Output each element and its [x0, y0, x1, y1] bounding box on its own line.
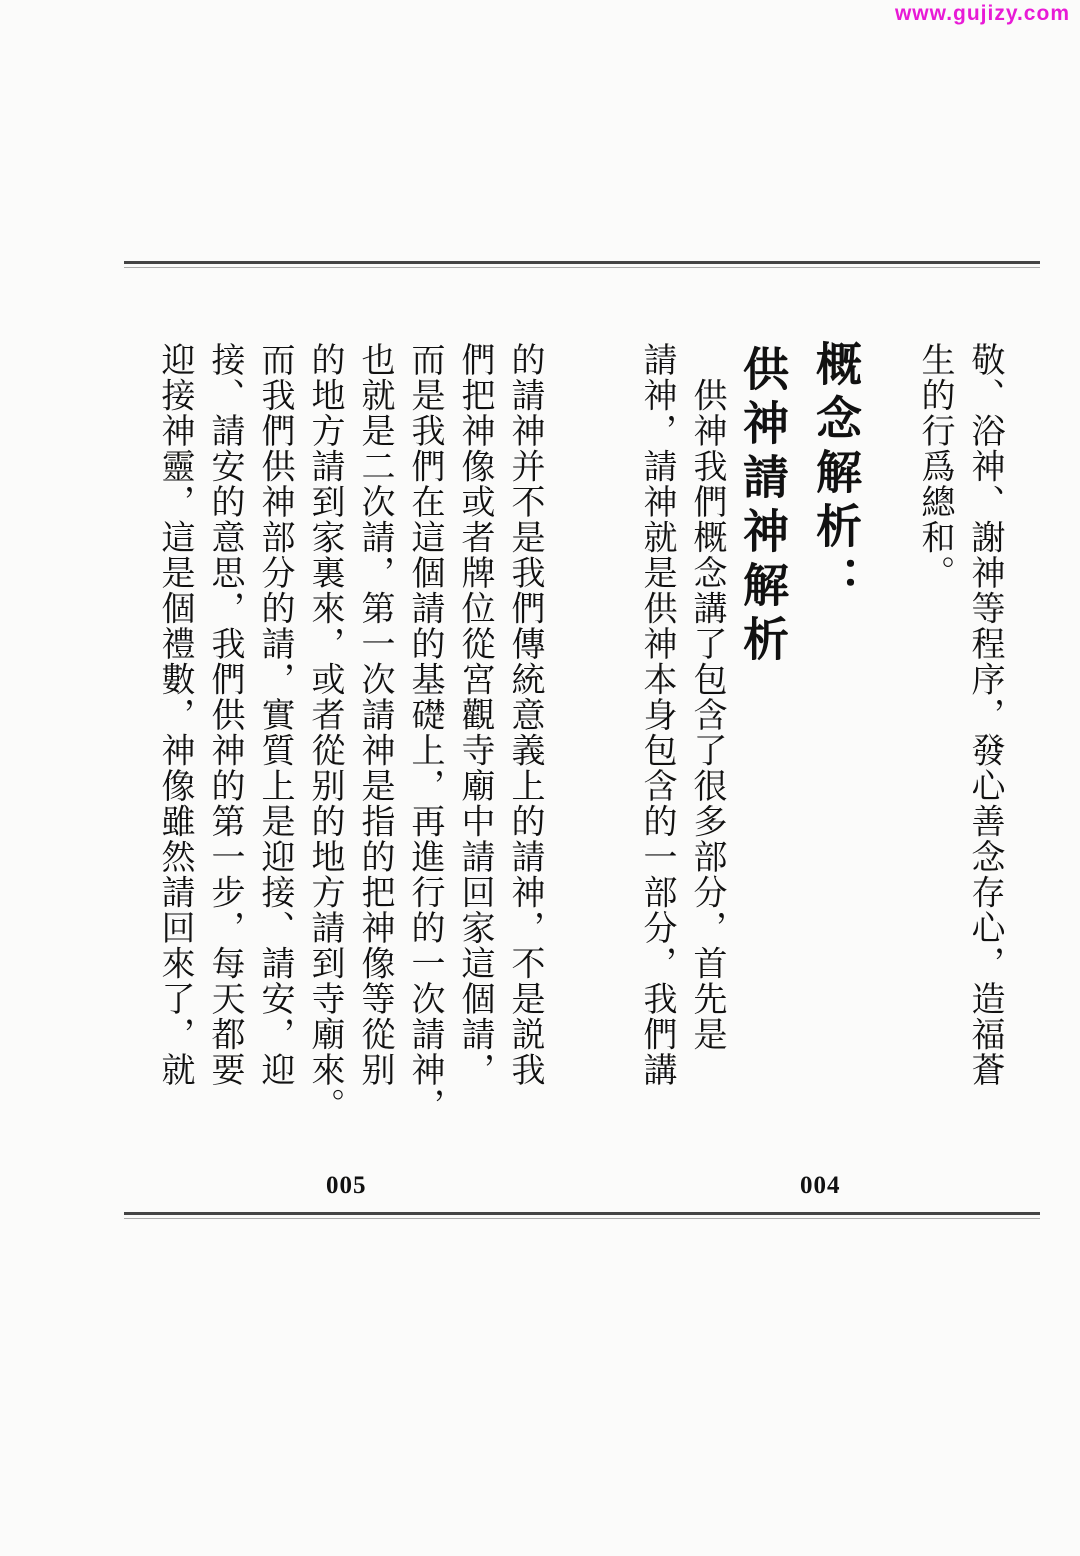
top-rule — [124, 261, 1040, 264]
text-column-l1: 的請神并不是我們傳統意義上的請神，不是説我 — [505, 342, 545, 1088]
page-number-left: 005 — [326, 1172, 367, 1199]
text-column-l8: 迎接神靈，這是個禮數，神像雖然請回來了，就 — [155, 342, 195, 1088]
text-column-r3: 供神我們概念講了包含了很多部分，首先是 — [687, 342, 727, 1052]
text-column-l5: 的地方請到家裏來，或者從别的地方請到寺廟來。 — [305, 342, 345, 1123]
text-column-r2: 生的行爲總和。 — [915, 342, 955, 591]
section-heading: 概念解析： — [809, 340, 863, 610]
text-column-l7: 接、請安的意思，我們供神的第一步，每天都要 — [205, 342, 245, 1088]
page-number-right: 004 — [800, 1172, 841, 1199]
text-column-l6: 而我們供神部分的請，實質上是迎接、請安，迎 — [255, 342, 295, 1088]
watermark: www.gujizy.com — [894, 2, 1070, 25]
subsection-heading: 供神請神解析 — [736, 345, 790, 669]
text-column-r4: 請神，請神就是供神本身包含的一部分，我們講 — [637, 342, 677, 1088]
text-column-r1: 敬、浴神、謝神等程序，發心善念存心，造福蒼 — [965, 342, 1005, 1088]
text-column-l3: 而是我們在這個請的基礎上，再進行的一次請神， — [405, 342, 445, 1123]
text-column-l2: 們把神像或者牌位從宮觀寺廟中請回家這個請， — [455, 342, 495, 1088]
bottom-rule — [124, 1212, 1040, 1215]
text-column-l4: 也就是二次請，第一次請神是指的把神像等從别 — [355, 342, 395, 1088]
